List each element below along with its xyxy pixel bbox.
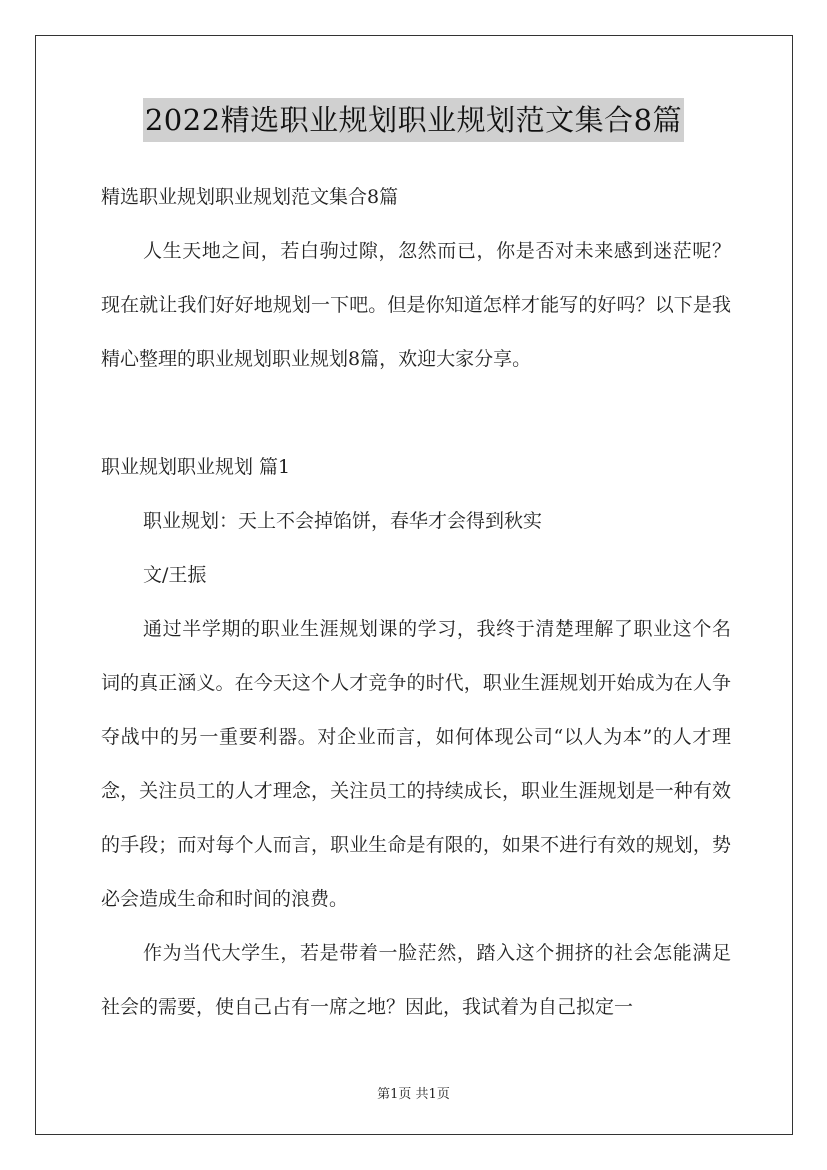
article-title: 职业规划：天上不会掉馅饼，春华才会得到秋实 [143,510,543,532]
document-title: 2022精选职业规划职业规划范文集合8篇 [143,98,684,142]
body-paragraph: 通过半学期的职业生涯规划课的学习，我终于清楚理解了职业这个名词的真正涵义。在今天这个人才竞争的时代，职业生涯规划开始成为在人争夺战中的另一重要利器。对企业而言，如何体现公司“以人为本”的人才理念，关注员工的人才理念，关注员工的持续成长，职业生涯规划是一种有效的手段；而对每个人而言，职业生命是有限的，如果不进行有效的规划，势必会造成生命和时间的浪费。 [101,618,731,910]
blank-line [101,386,731,440]
section-heading: 职业规划职业规划 篇1 [101,456,291,478]
body-paragraph: 作为当代大学生，若是带着一脸茫然，踏入这个拥挤的社会怎能满足社会的需要，使自己占有一席之地？因此，我试着为自己拟定一 [101,942,731,1018]
document-body [101,170,731,1034]
intro-paragraph: 人生天地之间，若白驹过隙，忽然而已，你是否对未来感到迷茫呢？现在就让我们好好地规划一下吧。但是你知道怎样才能写的好吗？以下是我精心整理的职业规划职业规划8篇，欢迎大家分享。 [101,240,731,370]
document-subtitle: 精选职业规划职业规划范文集合8篇 [101,186,399,208]
page-footer: 第1页 共1页 [377,1087,450,1102]
title-container [0,98,827,142]
article-author: 文/王振 [143,564,207,586]
